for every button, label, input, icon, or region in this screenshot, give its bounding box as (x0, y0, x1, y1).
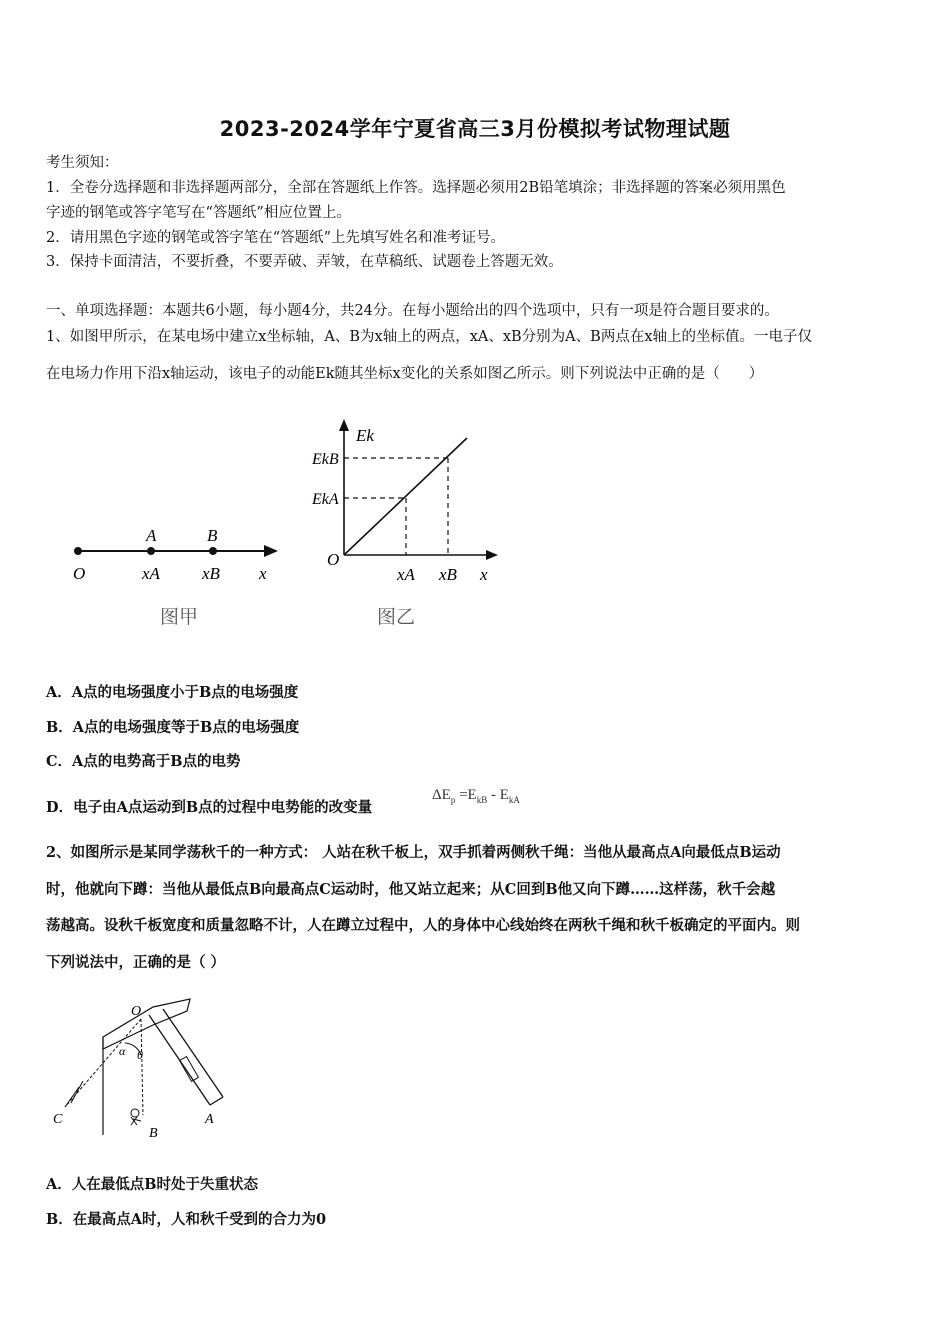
q1-stem: 在电场力作用下沿x轴运动，该电子的动能Ek随其坐标x变化的关系如图乙所示。则下列说法中正确的是（ ） (46, 366, 764, 382)
ek-axis-label: Ek (356, 426, 374, 445)
q2-stem: 2、如图所示是某同学荡秋千的一种方式： 人站在秋千板上，双手抓着两侧秋千绳：当他从最高点A向最低点B运动 (46, 844, 781, 861)
fig-caption: 图乙 (377, 607, 416, 628)
figure-jia (60, 515, 300, 635)
notice-item: 2．请用黑色字迹的钢笔或答字笔在“答题纸”上先填写姓名和准考证号。 (46, 230, 506, 246)
axis-label: x (480, 565, 488, 584)
q1-option-c: C．A点的电势高于B点的电势 (46, 753, 241, 770)
q2-stem: 下列说法中，正确的是（ ） (46, 954, 226, 971)
point-b-label: B (149, 1126, 158, 1141)
swing-figure (45, 995, 245, 1145)
q2-stem: 荡越高。设秋千板宽度和质量忽略不计，人在蹲立过程中，人的身体中心线始终在两秋千绳和秋千板确定的平面内。则 (46, 917, 800, 934)
q1-option-b: B．A点的电场强度等于B点的电场强度 (46, 719, 300, 736)
point-a-label: A (205, 1112, 214, 1127)
figure-yi (310, 415, 510, 635)
point-c-label: C (53, 1112, 63, 1127)
axis-label: x (259, 564, 267, 583)
notice-item: 字迹的钢笔或答字笔写在“答题纸”相应位置上。 (46, 205, 351, 221)
q2-stem: 时，他就向下蹲：当他从最低点B向最高点C运动时，他又站立起来；从C回到B他又向下蹲……这样荡，秋千会越 (46, 881, 776, 898)
point-o-label: O (131, 1004, 142, 1019)
notice-item: 1．全卷分选择题和非选择题两部分，全部在答题纸上作答。选择题必须用2B铅笔填涂；非选择题的答案必须用黑色 (46, 180, 786, 196)
point-b-label: B (207, 526, 218, 545)
notice-item: 3．保持卡面清洁，不要折叠，不要弄破、弄皱，在草稿纸、试题卷上答题无效。 (46, 254, 563, 270)
energy-formula: $\Delta E_p =E_{kB} - E_{kA}$ (432, 787, 520, 805)
q1-option-d: D．电子由A点运动到B点的过程中电势能的改变量 (46, 799, 373, 816)
q2-option-a: A．人在最低点B时处于失重状态 (46, 1176, 259, 1193)
section-heading: 一、单项选择题：本题共6小题，每小题4分，共24分。在每小题给出的四个选项中，只有一项是符合题目要求的。 (46, 303, 779, 319)
page-title: 2023-2024学年宁夏省高三3月份模拟考试物理试题 (219, 117, 731, 141)
eka-label: EkA (312, 491, 339, 508)
origin-label: O (73, 564, 86, 583)
xa-label: xA (397, 565, 415, 584)
alpha-label: α (119, 1044, 126, 1058)
point-a-label: A (146, 526, 157, 545)
origin-label: O (327, 550, 340, 569)
q2-option-b: B．在最高点A时，人和秋千受到的合力为0 (46, 1211, 327, 1228)
ekb-label: EkB (312, 451, 339, 468)
q1-option-a: A．A点的电场强度小于B点的电场强度 (46, 684, 299, 701)
xa-label: xA (142, 564, 160, 583)
notice-heading: 考生须知： (46, 155, 119, 171)
xb-label: xB (439, 565, 457, 584)
q1-stem: 1、如图甲所示，在某电场中建立x坐标轴，A、B为x轴上的两点，xA、xB分别为A、B两点在x轴上的坐标值。一电子仅 (46, 329, 812, 345)
theta-label: θ (137, 1048, 143, 1062)
fig-caption: 图甲 (160, 607, 199, 628)
xb-label: xB (202, 564, 220, 583)
